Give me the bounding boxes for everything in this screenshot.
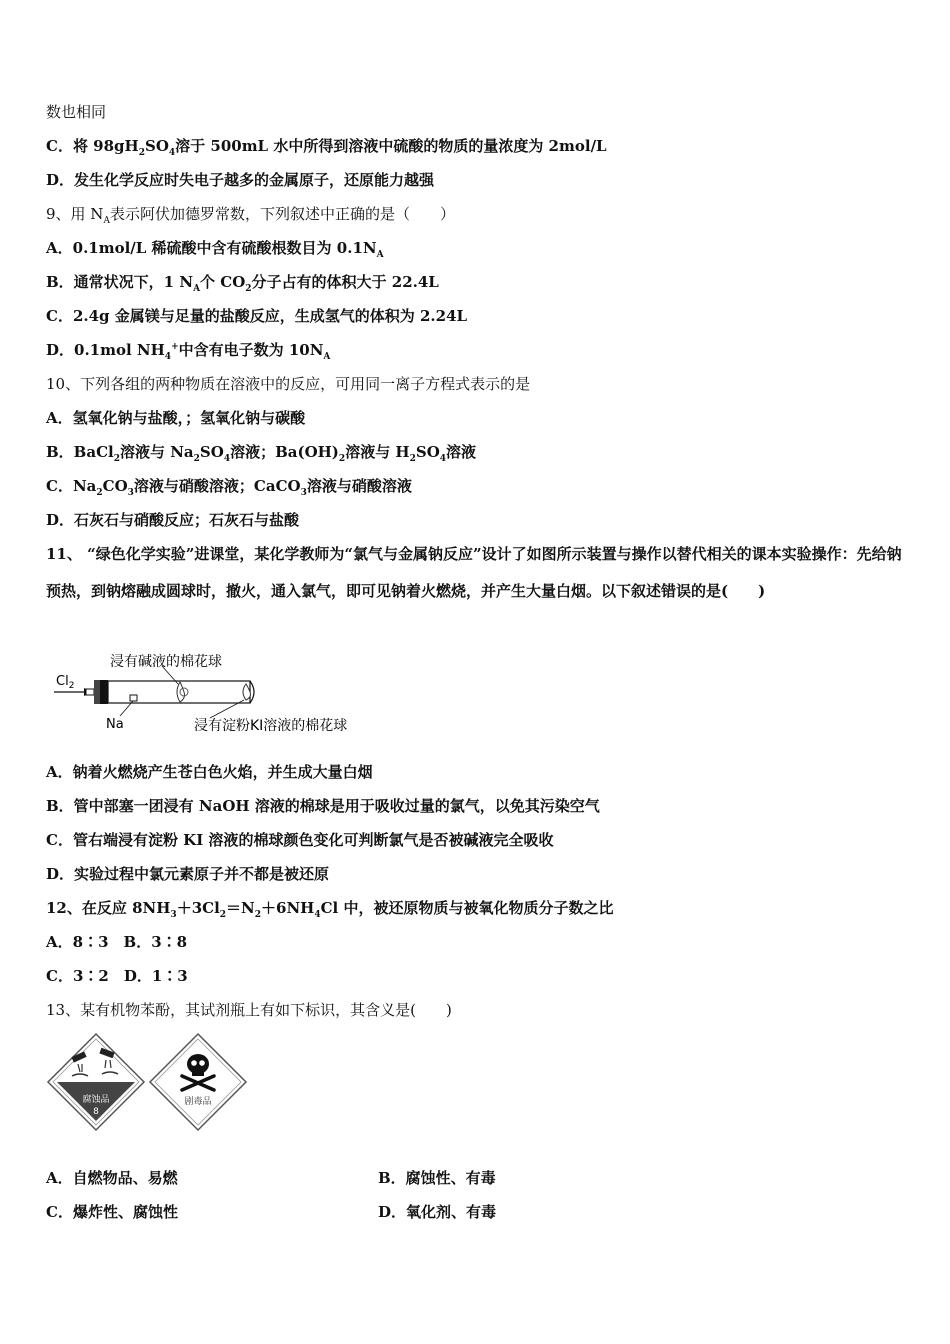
q12-options-ab: A．8∶3 B．3∶8 <box>46 933 188 951</box>
q9-b-sub: A <box>193 284 201 294</box>
q8-c-sub: 2 <box>138 148 145 158</box>
sodium-piece <box>130 695 137 701</box>
q10-c-part: CO <box>102 477 128 495</box>
q9-option-d <box>46 340 330 360</box>
q9-b-sub: 2 <box>245 284 252 294</box>
q8-option-c <box>46 136 607 156</box>
q12-stem-part: ＋6NH <box>261 899 315 917</box>
q8-c-sub: 4 <box>168 148 176 158</box>
q13-option-c: C．爆炸性、腐蚀性 <box>46 1203 178 1221</box>
q9-stem <box>46 204 455 224</box>
q12-sub: 4 <box>314 910 321 920</box>
q11-option-a: A．钠着火燃烧产生苍白色火焰，并生成大量白烟 <box>46 763 373 781</box>
q10-stem: 10、下列各组的两种物质在溶液中的反应，可用同一离子方程式表示的是 <box>46 375 531 393</box>
q10-b-part: 溶液与 Na <box>119 443 194 461</box>
q10-c-sub: 3 <box>127 488 134 498</box>
chlorine-sodium-apparatus-diagram <box>50 648 390 738</box>
q11-option-d: D．实验过程中氯元素原子并不都是被还原 <box>46 865 330 883</box>
q9-d-sub: A <box>323 352 331 362</box>
q12-stem-part: ＝N <box>226 899 255 917</box>
q12-stem-part: 12、在反应 8NH <box>46 899 171 917</box>
q10-b-sub: 2 <box>338 454 346 464</box>
q10-b-sub: 4 <box>223 454 231 464</box>
q12-stem-part: ＋3Cl <box>176 899 220 917</box>
q9-a-part: A．0.1mol/L 稀硫酸中含有硫酸根数目为 0.1N <box>46 239 377 257</box>
q9-d-part: D．0.1mol NH <box>46 341 165 359</box>
q11-option-c: C．管右端浸有淀粉 KI 溶液的棉球颜色变化可判断氯气是否被碱液完全吸收 <box>46 831 554 849</box>
q12-stem <box>46 898 613 918</box>
q13-option-d: D．氧化剂、有毒 <box>378 1203 497 1221</box>
q10-c-sub: 2 <box>96 488 103 498</box>
q10-c-sub: 3 <box>300 488 307 498</box>
q10-b-part: 溶液与 H <box>345 443 410 461</box>
q9-b-part: B．通常状况下，1 N <box>46 273 194 291</box>
q10-b-sub: 2 <box>113 454 120 464</box>
q10-b-part: 溶液；Ba(OH) <box>230 443 339 461</box>
q12-sub: 2 <box>254 910 262 920</box>
tube-end <box>250 681 254 703</box>
q10-c-part: C．Na <box>46 477 97 495</box>
q10-c-part: 溶液与硝酸溶液 <box>306 477 412 495</box>
q8-c-label: C． <box>46 137 73 155</box>
stopper-shade <box>94 680 100 704</box>
q8-continuation <box>46 102 106 122</box>
q10-b-part: 溶液 <box>446 443 477 461</box>
q10-b-part: SO <box>199 443 224 461</box>
q8-c-part: SO <box>144 137 169 155</box>
q8-line0: 数也相同 <box>46 103 107 121</box>
cl2-label: $Cl_2$ <box>56 674 75 691</box>
q12-sub: 2 <box>219 910 227 920</box>
q10-b-sub: 4 <box>439 454 447 464</box>
q9-stem-part: 9、用 N <box>46 205 104 223</box>
q10-b-part: B．BaCl <box>46 443 114 461</box>
q13-option-b: B．腐蚀性、有毒 <box>378 1169 496 1187</box>
q9-d-part: 中含有电子数为 10N <box>178 341 324 359</box>
q12-stem-part: Cl 中，被还原物质与被氧化物质分子数之比 <box>320 899 614 917</box>
na-label: Na <box>106 717 124 732</box>
inlet-pipe <box>86 689 94 695</box>
q11-option-b: B．管中部塞一团浸有 NaOH 溶液的棉球是用于吸收过量的氯气，以免其污染空气 <box>46 797 600 815</box>
q8-option-d: D．发生化学反应时失电子越多的金属原子，还原能力越强 <box>46 171 435 189</box>
q9-option-a <box>46 238 384 258</box>
corrosive-hazard-icon <box>48 1034 144 1130</box>
toxic-label: 剧毒品 <box>184 1097 212 1107</box>
q9-d-sup: + <box>171 342 179 352</box>
q10-b-sub: 2 <box>409 454 416 464</box>
q12-sub: 3 <box>170 910 177 920</box>
toxic-hazard-icon <box>150 1034 246 1130</box>
q10-b-part: SO <box>415 443 440 461</box>
corrosive-label: 腐蚀品 <box>82 1095 110 1105</box>
q10-option-d: D．石灰石与硝酸反应；石灰石与盐酸 <box>46 511 300 529</box>
q9-d-sub: 4 <box>164 352 172 362</box>
q9-a-sub: A <box>376 250 384 260</box>
q9-stem-sub: A <box>103 216 110 226</box>
q10-option-c <box>46 476 412 496</box>
q8-c-part: 将 98gH <box>72 137 139 155</box>
q11-stem: 11、 “绿色化学实验”进课堂，某化学教师为“氯气与金属钠反应”设计了如图所示装置与操作以替代相关的课本实验操作：先给钠预热，到钠熔融成圆球时，撤火，通入氯气，即可见钠着火燃烧，并产生大量白烟。以下叙述错误的是( ) <box>46 545 902 600</box>
q10-c-part: 溶液与硝酸溶液；CaCO <box>133 477 301 495</box>
q13-option-a: A．自燃物品、易燃 <box>46 1169 178 1187</box>
q12-options-cd: C．3∶2 D．1∶3 <box>46 967 188 985</box>
q9-b-part: 分子占有的体积大于 22.4L <box>251 273 439 291</box>
q9-b-part: 个 CO <box>200 273 246 291</box>
q10-b-sub: 2 <box>193 454 200 464</box>
corrosive-class-number: 8 <box>93 1107 99 1117</box>
q10-option-a: A．氢氧化钠与盐酸，；氢氧化钠与碳酸 <box>46 409 306 427</box>
q8-c-part: 溶于 500mL 水中所得到溶液中硫酸的物质的量浓度为 2mol/L <box>175 137 607 155</box>
q9-option-b <box>46 272 439 292</box>
q13-stem: 13、某有机物苯酚，其试剂瓶上有如下标识，其含义是( ) <box>46 1001 452 1019</box>
hazard-labels <box>44 1030 254 1140</box>
q10-option-b <box>46 442 476 462</box>
q9-stem-part: 表示阿伏加德罗常数，下列叙述中正确的是（ ） <box>109 205 455 223</box>
q9-option-c: C．2.4g 金属镁与足量的盐酸反应，生成氢气的体积为 2.24L <box>46 307 468 325</box>
starch-ki-cotton-label: 浸有淀粉KI溶液的棉花球 <box>194 718 348 734</box>
alkali-cotton-label: 浸有碱液的棉花球 <box>110 654 222 670</box>
